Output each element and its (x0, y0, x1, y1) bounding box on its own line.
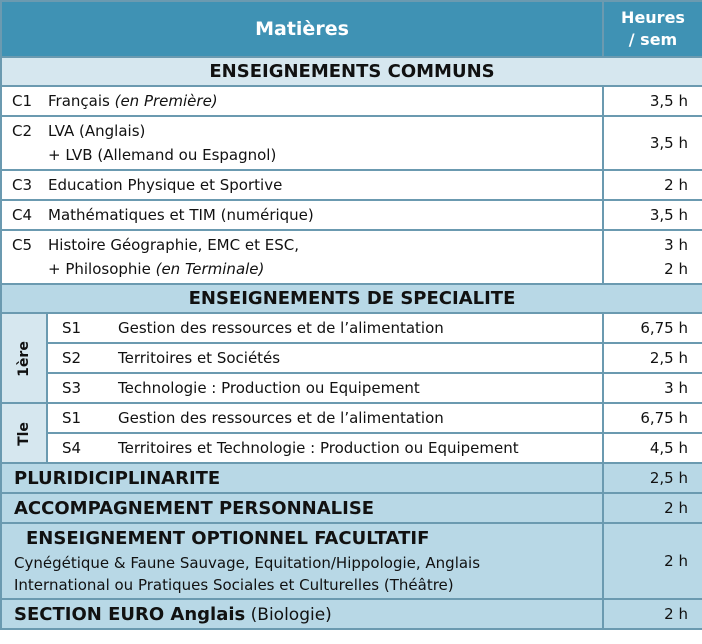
table-row (1, 403, 702, 433)
euro-label: SECTION EURO Anglais (14, 603, 246, 625)
row-label: Histoire Géographie, EMC et ESC, (48, 236, 299, 254)
premiere-label (1, 313, 47, 403)
section-specialite-title: ENSEIGNEMENTS DE SPECIALITE (1, 284, 702, 313)
option-hours: 2 h (603, 523, 702, 599)
accomp-label: ACCOMPAGNEMENT PERSONNALISE (1, 493, 603, 523)
row-label: Territoires et Technologie : Production ou Equipement (118, 439, 519, 457)
row-label: Gestion des ressources et de l’alimentation (118, 409, 444, 427)
header-heures (603, 1, 702, 57)
pluri-label: PLURIDICIPLINARITE (1, 463, 603, 493)
euro-hours: 2 h (603, 599, 702, 629)
row-code: C4 (12, 206, 33, 224)
header-heures-line1: Heures (621, 8, 685, 27)
row-label: Gestion des ressources et de l’alimentation (118, 319, 444, 337)
row-label: Territoires et Sociétés (118, 349, 281, 367)
row-label: Education Physique et Sportive (48, 176, 283, 194)
row-note: (en Terminale) (155, 260, 265, 278)
terminale-label-text: Tle (16, 422, 32, 446)
table-row (1, 230, 702, 284)
row-label: Français (48, 92, 115, 110)
table-row (1, 599, 702, 629)
table-row (1, 200, 702, 230)
header-heures-line2: / sem (628, 30, 678, 49)
row-hours: 3,5 h (603, 200, 702, 230)
row-hours: 3 h (664, 236, 688, 254)
header-matieres: Matières (1, 1, 603, 57)
row-hours: 2,5 h (603, 343, 702, 373)
row-code: S2 (62, 349, 82, 367)
row-label: LVA (Anglais) (48, 122, 146, 140)
row-note: (en Première) (114, 92, 218, 110)
row-label-line2: + Philosophie (48, 260, 156, 278)
row-label-line2: + LVB (Allemand ou Espagnol) (48, 146, 277, 164)
row-hours: 6,75 h (603, 313, 702, 343)
row-code: S4 (62, 439, 82, 457)
euro-sub: (Biologie) (245, 604, 332, 625)
option-line2: International ou Pratiques Sociales et Culturelles (Théâtre) (14, 576, 454, 594)
row-code: S1 (62, 319, 82, 337)
row-label: Mathématiques et TIM (numérique) (48, 206, 314, 224)
row-label: Technologie : Production ou Equipement (118, 379, 420, 397)
row-hours: 3,5 h (603, 116, 702, 170)
row-hours: 3 h (603, 373, 702, 403)
table-row (1, 313, 702, 343)
table-row (1, 86, 702, 116)
option-line1: Cynégétique & Faune Sauvage, Equitation/Hippologie, Anglais (14, 554, 481, 572)
row-hours: 6,75 h (603, 403, 702, 433)
pluri-hours: 2,5 h (603, 463, 702, 493)
row-hours: 2 h (603, 170, 702, 200)
section-communs-title: ENSEIGNEMENTS COMMUNS (1, 57, 702, 86)
table-row (1, 343, 702, 373)
accomp-hours: 2 h (603, 493, 702, 523)
row-code: C5 (12, 236, 33, 254)
table-row (1, 433, 702, 463)
row-code: C2 (12, 122, 33, 140)
table-row (1, 463, 702, 493)
terminale-label (1, 403, 47, 463)
premiere-label-text: 1ère (15, 341, 32, 377)
row-hours: 3,5 h (603, 86, 702, 116)
option-label: ENSEIGNEMENT OPTIONNEL FACULTATIF (26, 528, 430, 549)
row-code: C3 (12, 176, 33, 194)
header-row (1, 1, 702, 57)
row-code: C1 (12, 92, 33, 110)
row-hours-2: 2 h (664, 260, 688, 278)
row-code: S3 (62, 379, 82, 397)
table-row (1, 373, 702, 403)
table-row (1, 170, 702, 200)
table-row (1, 493, 702, 523)
table-row (1, 523, 702, 599)
table-row (1, 116, 702, 170)
row-hours: 4,5 h (603, 433, 702, 463)
row-code: S1 (62, 409, 82, 427)
